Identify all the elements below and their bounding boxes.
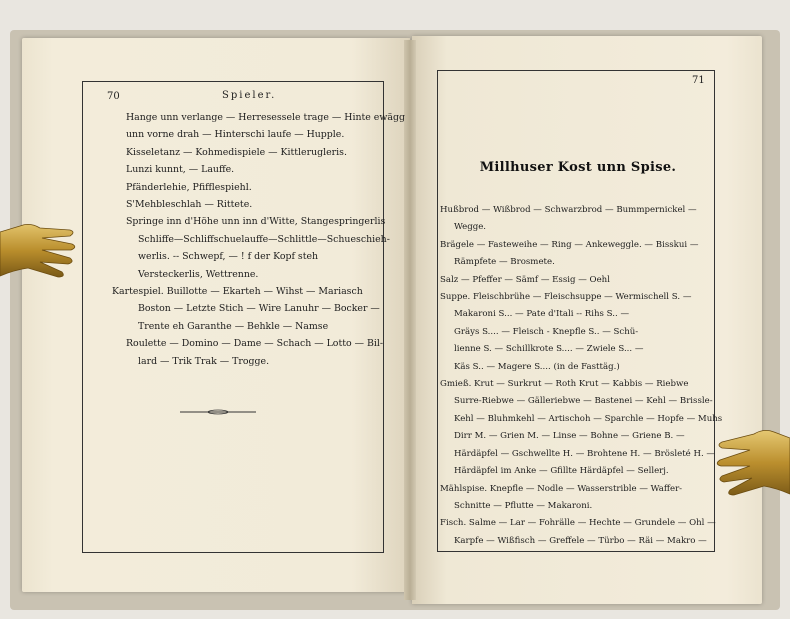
text-line: werlis. -- Schwepf, — ! f der Kopf steh xyxy=(138,251,319,263)
left-running-head: Spieler. xyxy=(222,90,277,101)
text-line: Springe inn d'Höhe unn inn d'Witte, Stangespringerlis xyxy=(126,216,386,228)
text-line: Dirr M. — Grien M. — Linse — Bohne — Griene B. — xyxy=(454,431,685,442)
text-line: S'Mehbleschlah — Rittete. xyxy=(126,199,253,211)
text-line: Surre-Riebwe — Gälleriebwe — Bastenei — Kehl — Brissle- xyxy=(454,396,713,407)
text-line: Käs S.. — Magere S.... (in de Fasttäg.) xyxy=(454,361,620,372)
text-line: Schnitte — Pflutte — Makaroni. xyxy=(454,500,593,511)
text-line: unn vorne drah — Hinterschi laufe — Hupple. xyxy=(126,129,345,141)
book-spine xyxy=(404,40,416,600)
right-brass-hand-weight xyxy=(712,420,790,510)
right-page-text xyxy=(440,202,722,550)
text-line: Gmieß. Krut — Surkrut — Roth Krut — Kabbis — Riebwe xyxy=(440,379,689,390)
text-line: Rämpfete — Brosmete. xyxy=(454,257,555,268)
text-line: Makaroni S... — Pate d'Itali -- Rihs S.. — xyxy=(454,309,630,320)
text-line: Gräys S.... — Fleisch - Knepfle S.. — Schü- xyxy=(454,326,639,337)
left-page-text xyxy=(112,109,405,370)
text-line: Hußbrod — Wißbrod — Schwarzbrod — Bummpernickel — xyxy=(440,205,697,215)
text-line: Lunzi kunnt, — Lauffe. xyxy=(126,164,235,176)
text-line: Boston — Letzte Stich — Wire Lanuhr — Bocker — xyxy=(138,303,380,315)
text-line: Fisch. Salme — Lar — Fohrälle — Hechte — Grundele — Ohl — xyxy=(440,518,716,529)
divider-ornament xyxy=(178,408,258,416)
text-line: Suppe. Fleischbrühe — Fleischsuppe — Wermischell S. — xyxy=(440,292,692,303)
page-title: Millhuser Kost unn Spise. xyxy=(479,160,677,175)
text-line: Kartespiel. Buillotte — Ekarteh — Wihst — Mariasch xyxy=(112,286,363,298)
text-line: Mählspise. Knepfle — Nodle — Wasserstrible — Waffer- xyxy=(440,483,683,494)
text-line: Versteckerlis, Wettrenne. xyxy=(138,268,259,280)
text-line: Härdäpfel — Gschwellte H. — Brohtene H. — Brösleté H. — xyxy=(454,448,716,459)
text-line: Härdäpfel im Anke — Gfillte Härdäpfel — Sellerj. xyxy=(454,466,669,477)
text-line: lienne S. — Schillkrote S.... — Zwiele S... — xyxy=(454,344,644,355)
text-line: Trente eh Garanthe — Behkle — Namse xyxy=(138,320,329,332)
text-line: Schliffe—Schliffschuelauffe—Schlittle—Schueschieh- xyxy=(138,233,390,245)
text-line: Kehl — Bluhmkehl — Artischoh — Sparchle — Hopfe — Muhs xyxy=(454,413,723,424)
right-page-number: 71 xyxy=(692,75,705,86)
text-line: Karpfe — Wißfisch — Greffele — Türbo — Räi — Makro — xyxy=(454,535,707,546)
text-line: Roulette — Domino — Dame — Schach — Lotto — Bil- xyxy=(126,338,384,350)
left-brass-hand-weight xyxy=(0,212,78,292)
left-page-number: 70 xyxy=(107,91,120,102)
text-line: Hange unn verlange — Herresessele trage — Hinte ewägg xyxy=(126,112,405,123)
text-line: Brägele — Fasteweihe — Ring — Ankeweggle. — Bisskui — xyxy=(440,239,699,250)
text-line: lard — Trik Trak — Trogge. xyxy=(138,355,270,367)
text-line: Kisseletanz — Kohmedispiele — Kittlerugleris. xyxy=(126,146,347,158)
text-line: Wegge. xyxy=(454,222,487,233)
text-line: Salz — Pfeffer — Sämf — Essig — Oehl xyxy=(440,274,610,285)
text-line: Pfänderlehie, Pfifflespiehl. xyxy=(126,181,252,193)
